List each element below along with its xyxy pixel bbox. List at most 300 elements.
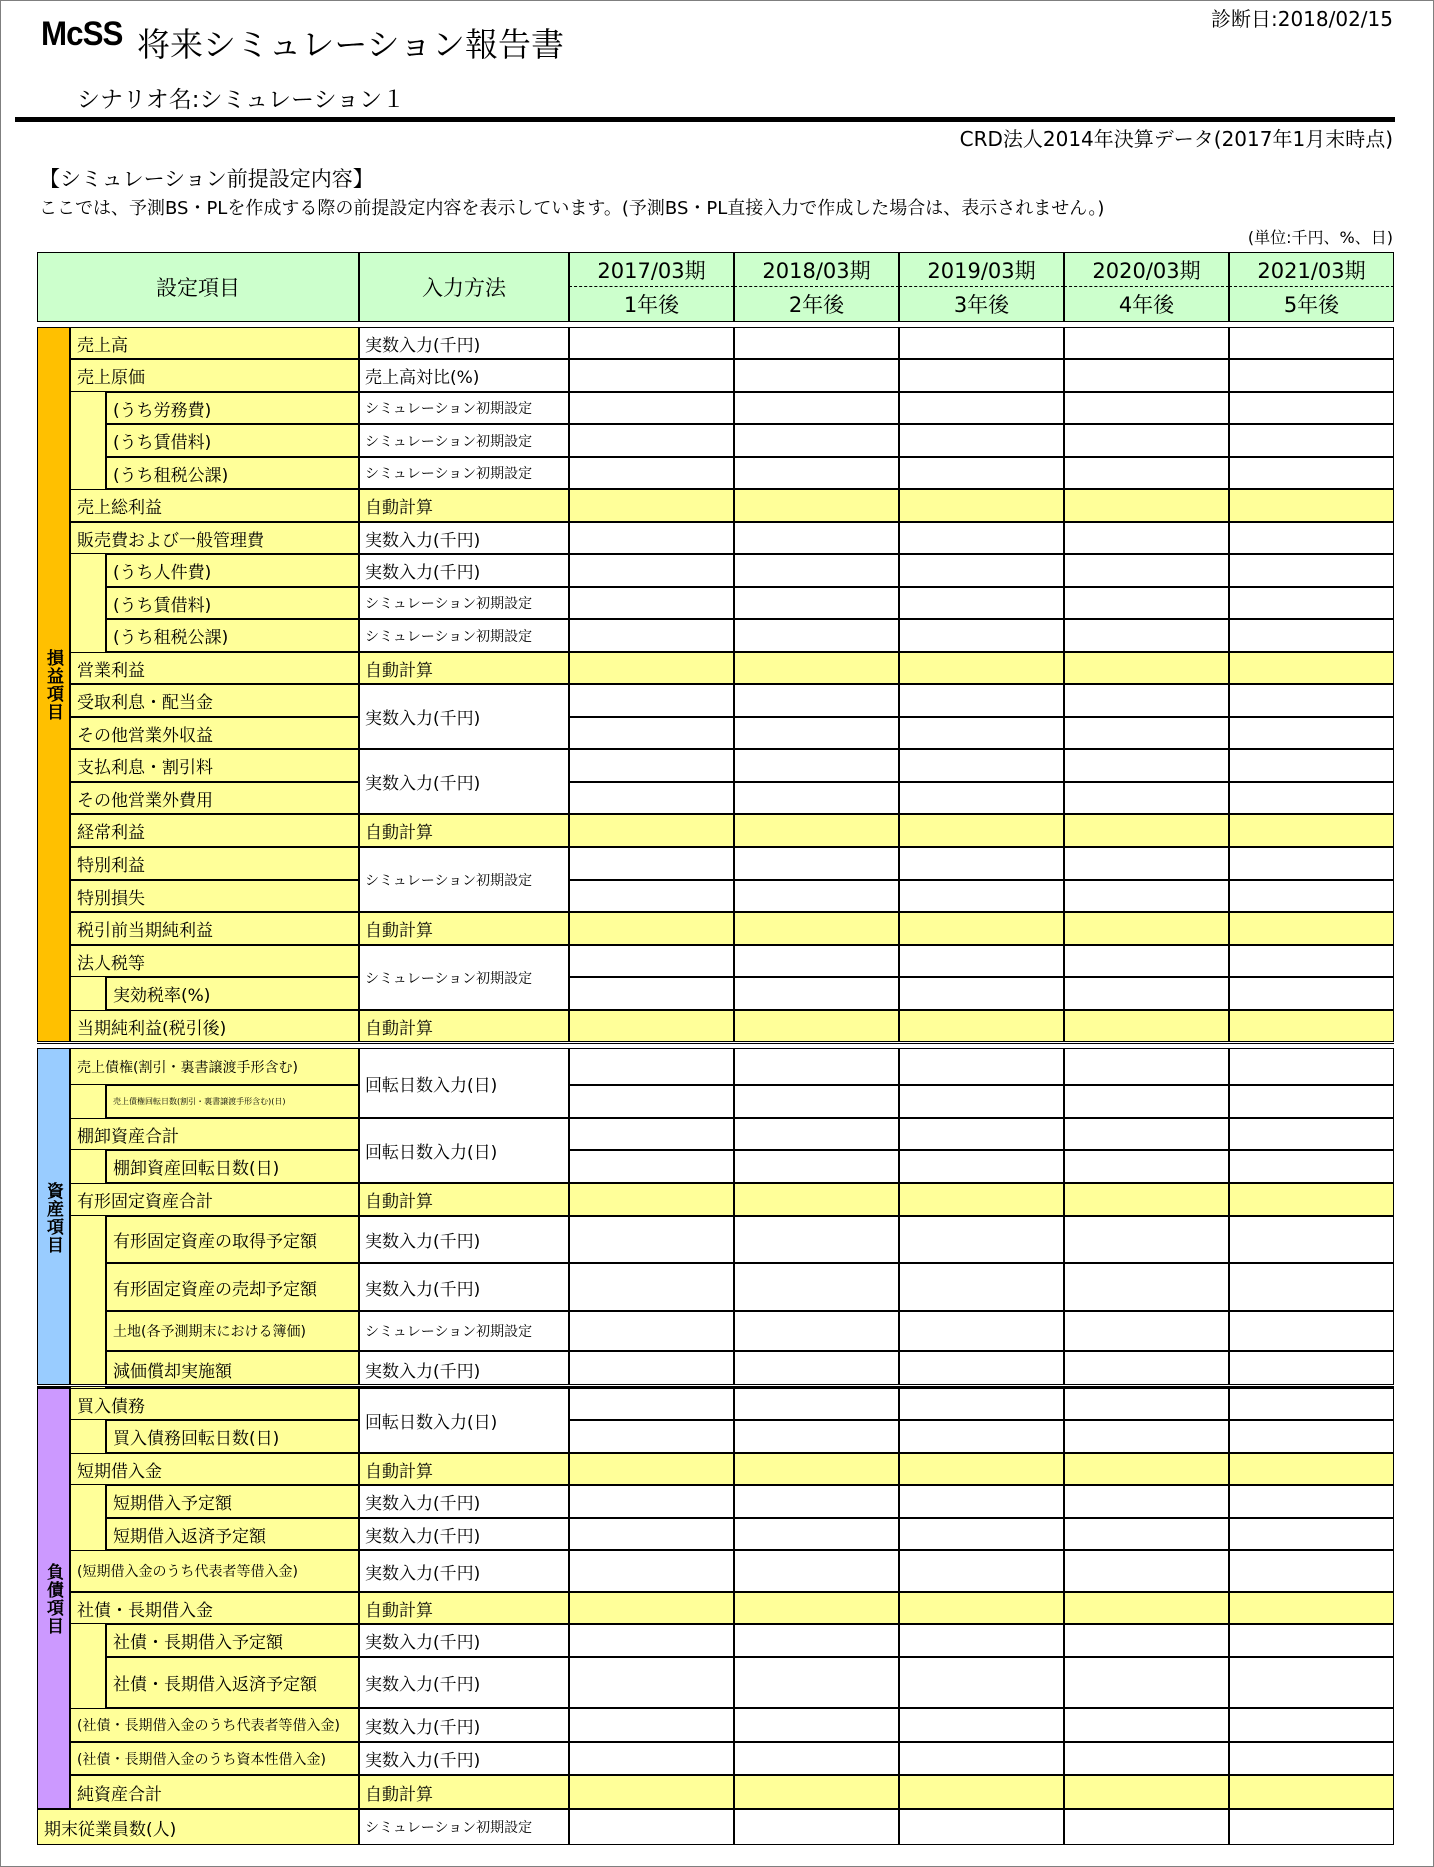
offset-label: 4年後 bbox=[1118, 293, 1175, 317]
row-43-value-5[interactable] bbox=[1229, 1775, 1394, 1809]
row-8-value-3[interactable] bbox=[899, 554, 1064, 587]
offset-label: 5年後 bbox=[1283, 293, 1340, 317]
row-40-value-2[interactable] bbox=[734, 1657, 899, 1708]
row-1-value-3[interactable] bbox=[899, 327, 1064, 359]
row-11-value-2[interactable] bbox=[734, 652, 899, 684]
row-13-value-2[interactable] bbox=[734, 717, 899, 749]
row-36-value-3[interactable] bbox=[899, 1518, 1064, 1550]
row-method-text: 自動計算 bbox=[365, 1461, 433, 1482]
row-label-text: 売上原価 bbox=[77, 368, 145, 388]
row-8-value-5[interactable] bbox=[1229, 554, 1394, 587]
row-42-value-5[interactable] bbox=[1229, 1742, 1394, 1775]
row-43-value-3[interactable] bbox=[899, 1775, 1064, 1809]
row-5-value-4[interactable] bbox=[1064, 457, 1229, 489]
row-41-value-5[interactable] bbox=[1229, 1708, 1394, 1742]
row-11-value-1[interactable] bbox=[569, 652, 734, 684]
row-method-6 bbox=[359, 489, 569, 522]
row-label-6 bbox=[70, 489, 359, 522]
row-22-value-3[interactable] bbox=[899, 1010, 1064, 1042]
indent-spacer bbox=[70, 1657, 106, 1708]
indent-spacer bbox=[70, 1518, 106, 1550]
row-4-value-2[interactable] bbox=[734, 424, 899, 457]
row-38-value-2[interactable] bbox=[734, 1592, 899, 1624]
row-5-value-2[interactable] bbox=[734, 457, 899, 489]
row-43-value-4[interactable] bbox=[1064, 1775, 1229, 1809]
row-8-value-2[interactable] bbox=[734, 554, 899, 587]
row-method-text: 自動計算 bbox=[365, 921, 433, 941]
row-label-12 bbox=[70, 684, 359, 717]
row-28-value-1[interactable] bbox=[569, 1216, 734, 1263]
row-10-value-2[interactable] bbox=[734, 619, 899, 652]
row-6-value-5[interactable] bbox=[1229, 489, 1394, 522]
row-5-value-1[interactable] bbox=[569, 457, 734, 489]
row-method-7 bbox=[359, 522, 569, 554]
row-33-value-4[interactable] bbox=[1064, 1420, 1229, 1453]
row-36-value-4[interactable] bbox=[1064, 1518, 1229, 1550]
indent-spacer bbox=[70, 1311, 106, 1351]
row-24-value-1[interactable] bbox=[569, 1085, 734, 1118]
header-cell-item bbox=[37, 252, 359, 322]
row-18-value-1[interactable] bbox=[569, 880, 734, 912]
row-15-value-2[interactable] bbox=[734, 782, 899, 814]
row-24-value-2[interactable] bbox=[734, 1085, 899, 1118]
row-21-value-1[interactable] bbox=[569, 977, 734, 1010]
row-34-value-5[interactable] bbox=[1229, 1453, 1394, 1485]
row-16-value-4[interactable] bbox=[1064, 814, 1229, 847]
row-25-value-3[interactable] bbox=[899, 1118, 1064, 1150]
row-20-value-5[interactable] bbox=[1229, 945, 1394, 977]
row-18-value-3[interactable] bbox=[899, 880, 1064, 912]
header-offset-1 bbox=[569, 287, 734, 322]
row-41-value-4[interactable] bbox=[1064, 1708, 1229, 1742]
row-22-value-2[interactable] bbox=[734, 1010, 899, 1042]
row-label-4 bbox=[106, 424, 359, 457]
header-offset-3 bbox=[899, 287, 1064, 322]
row-36-value-5[interactable] bbox=[1229, 1518, 1394, 1550]
row-33-value-3[interactable] bbox=[899, 1420, 1064, 1453]
row-method-text: 自動計算 bbox=[365, 660, 433, 681]
report-title: 将来シミュレーション報告書 bbox=[137, 25, 565, 64]
category-assets-label: 資産項目 bbox=[43, 1182, 63, 1254]
row-label-25 bbox=[70, 1118, 359, 1150]
row-method-22 bbox=[359, 1010, 569, 1042]
row-20-value-1[interactable] bbox=[569, 945, 734, 977]
row-label-text: 社債・長期借入金 bbox=[77, 1600, 213, 1621]
row-18-value-5[interactable] bbox=[1229, 880, 1394, 912]
row-35-value-5[interactable] bbox=[1229, 1485, 1394, 1518]
row-34-value-1[interactable] bbox=[569, 1453, 734, 1485]
row-29-value-1[interactable] bbox=[569, 1263, 734, 1311]
row-29-value-3[interactable] bbox=[899, 1263, 1064, 1311]
row-38-value-1[interactable] bbox=[569, 1592, 734, 1624]
row-25-value-5[interactable] bbox=[1229, 1118, 1394, 1150]
row-15-value-1[interactable] bbox=[569, 782, 734, 814]
row-25-value-2[interactable] bbox=[734, 1118, 899, 1150]
row-5-value-3[interactable] bbox=[899, 457, 1064, 489]
row-35-value-4[interactable] bbox=[1064, 1485, 1229, 1518]
row-44-value-1[interactable] bbox=[569, 1809, 734, 1845]
row-2-value-2[interactable] bbox=[734, 359, 899, 392]
row-9-value-4[interactable] bbox=[1064, 587, 1229, 619]
row-30-value-5[interactable] bbox=[1229, 1311, 1394, 1351]
row-42-value-4[interactable] bbox=[1064, 1742, 1229, 1775]
row-36-value-2[interactable] bbox=[734, 1518, 899, 1550]
row-3-value-4[interactable] bbox=[1064, 392, 1229, 424]
row-method-text: 実数入力(千円) bbox=[365, 1563, 481, 1584]
row-36-value-1[interactable] bbox=[569, 1518, 734, 1550]
row-8-value-1[interactable] bbox=[569, 554, 734, 587]
row-12-value-1[interactable] bbox=[569, 684, 734, 717]
row-method-text: 自動計算 bbox=[365, 1600, 433, 1621]
row-17-value-2[interactable] bbox=[734, 847, 899, 880]
row-31-value-3[interactable] bbox=[899, 1351, 1064, 1388]
row-label-36 bbox=[106, 1518, 359, 1550]
row-4-value-1[interactable] bbox=[569, 424, 734, 457]
row-20-value-4[interactable] bbox=[1064, 945, 1229, 977]
header-period-1 bbox=[569, 252, 734, 287]
row-2-value-1[interactable] bbox=[569, 359, 734, 392]
row-method-text: 自動計算 bbox=[365, 823, 433, 843]
indent-spacer bbox=[70, 392, 106, 424]
row-20-value-3[interactable] bbox=[899, 945, 1064, 977]
row-27-value-1[interactable] bbox=[569, 1183, 734, 1216]
row-12-value-5[interactable] bbox=[1229, 684, 1394, 717]
row-method-text: シミュレーション初期設定 bbox=[365, 466, 533, 482]
row-label-text: 支払利息・割引料 bbox=[77, 758, 213, 778]
brand-logo: McSS bbox=[41, 15, 123, 53]
row-34-value-3[interactable] bbox=[899, 1453, 1064, 1485]
row-38-value-3[interactable] bbox=[899, 1592, 1064, 1624]
row-10-value-5[interactable] bbox=[1229, 619, 1394, 652]
row-method-41 bbox=[359, 1708, 569, 1742]
row-19-value-3[interactable] bbox=[899, 912, 1064, 945]
row-29-value-5[interactable] bbox=[1229, 1263, 1394, 1311]
row-24-value-5[interactable] bbox=[1229, 1085, 1394, 1118]
row-9-value-2[interactable] bbox=[734, 587, 899, 619]
row-4-value-4[interactable] bbox=[1064, 424, 1229, 457]
row-40-value-4[interactable] bbox=[1064, 1657, 1229, 1708]
row-3-value-1[interactable] bbox=[569, 392, 734, 424]
row-12-value-2[interactable] bbox=[734, 684, 899, 717]
scenario-name: シナリオ名:シミュレーション１ bbox=[77, 87, 406, 113]
row-32-value-1[interactable] bbox=[569, 1388, 734, 1420]
header-method-label: 入力方法 bbox=[422, 276, 506, 300]
row-27-value-3[interactable] bbox=[899, 1183, 1064, 1216]
row-method-37 bbox=[359, 1550, 569, 1592]
row-6-value-1[interactable] bbox=[569, 489, 734, 522]
row-method-text: 実数入力(千円) bbox=[365, 1526, 481, 1547]
row-method-30 bbox=[359, 1311, 569, 1351]
row-42-value-2[interactable] bbox=[734, 1742, 899, 1775]
indent-spacer bbox=[70, 977, 106, 1010]
row-39-value-4[interactable] bbox=[1064, 1624, 1229, 1657]
row-label-text: 買入債務回転日数(日) bbox=[113, 1429, 280, 1449]
row-label-40 bbox=[106, 1657, 359, 1708]
row-label-11 bbox=[70, 652, 359, 684]
row-14-value-3[interactable] bbox=[899, 749, 1064, 782]
row-3-value-5[interactable] bbox=[1229, 392, 1394, 424]
row-label-text: 減価償却実施額 bbox=[113, 1362, 232, 1382]
row-12-value-4[interactable] bbox=[1064, 684, 1229, 717]
row-15-value-4[interactable] bbox=[1064, 782, 1229, 814]
row-2-value-4[interactable] bbox=[1064, 359, 1229, 392]
row-39-value-3[interactable] bbox=[899, 1624, 1064, 1657]
row-37-value-3[interactable] bbox=[899, 1550, 1064, 1592]
row-24-value-4[interactable] bbox=[1064, 1085, 1229, 1118]
row-2-value-3[interactable] bbox=[899, 359, 1064, 392]
indent-spacer bbox=[70, 1351, 106, 1388]
row-method-text: 実数入力(千円) bbox=[365, 530, 481, 551]
row-18-value-4[interactable] bbox=[1064, 880, 1229, 912]
row-4-value-3[interactable] bbox=[899, 424, 1064, 457]
row-21-value-5[interactable] bbox=[1229, 977, 1394, 1010]
row-16-value-5[interactable] bbox=[1229, 814, 1394, 847]
row-30-value-2[interactable] bbox=[734, 1311, 899, 1351]
row-21-value-4[interactable] bbox=[1064, 977, 1229, 1010]
row-30-value-3[interactable] bbox=[899, 1311, 1064, 1351]
row-31-value-4[interactable] bbox=[1064, 1351, 1229, 1388]
row-23-value-5[interactable] bbox=[1229, 1048, 1394, 1085]
row-method-text: シミュレーション初期設定 bbox=[365, 596, 533, 612]
row-26-value-3[interactable] bbox=[899, 1150, 1064, 1183]
row-27-value-5[interactable] bbox=[1229, 1183, 1394, 1216]
row-13-value-4[interactable] bbox=[1064, 717, 1229, 749]
section-heading: 【シミュレーション前提設定内容】 bbox=[39, 167, 374, 191]
row-31-value-2[interactable] bbox=[734, 1351, 899, 1388]
row-21-value-3[interactable] bbox=[899, 977, 1064, 1010]
row-38-value-4[interactable] bbox=[1064, 1592, 1229, 1624]
row-8-value-4[interactable] bbox=[1064, 554, 1229, 587]
row-17-value-5[interactable] bbox=[1229, 847, 1394, 880]
row-11-value-5[interactable] bbox=[1229, 652, 1394, 684]
row-37-value-2[interactable] bbox=[734, 1550, 899, 1592]
row-40-value-3[interactable] bbox=[899, 1657, 1064, 1708]
row-1-value-5[interactable] bbox=[1229, 327, 1394, 359]
row-10-value-4[interactable] bbox=[1064, 619, 1229, 652]
row-33-value-2[interactable] bbox=[734, 1420, 899, 1453]
row-14-value-2[interactable] bbox=[734, 749, 899, 782]
row-6-value-4[interactable] bbox=[1064, 489, 1229, 522]
indent-spacer bbox=[70, 1216, 106, 1263]
row-16-value-1[interactable] bbox=[569, 814, 734, 847]
row-15-value-5[interactable] bbox=[1229, 782, 1394, 814]
row-16-value-3[interactable] bbox=[899, 814, 1064, 847]
row-17-value-4[interactable] bbox=[1064, 847, 1229, 880]
row-20-value-2[interactable] bbox=[734, 945, 899, 977]
row-7-value-5[interactable] bbox=[1229, 522, 1394, 554]
row-23-value-1[interactable] bbox=[569, 1048, 734, 1085]
row-44-value-4[interactable] bbox=[1064, 1809, 1229, 1845]
row-method-14 bbox=[359, 749, 569, 814]
row-9-value-5[interactable] bbox=[1229, 587, 1394, 619]
row-43-value-1[interactable] bbox=[569, 1775, 734, 1809]
row-37-value-5[interactable] bbox=[1229, 1550, 1394, 1592]
row-32-value-2[interactable] bbox=[734, 1388, 899, 1420]
row-40-value-5[interactable] bbox=[1229, 1657, 1394, 1708]
row-31-value-5[interactable] bbox=[1229, 1351, 1394, 1388]
row-method-44 bbox=[359, 1809, 569, 1845]
row-1-value-4[interactable] bbox=[1064, 327, 1229, 359]
row-label-text: 当期純利益(税引後) bbox=[77, 1018, 227, 1039]
row-4-value-5[interactable] bbox=[1229, 424, 1394, 457]
row-44-value-5[interactable] bbox=[1229, 1809, 1394, 1845]
row-label-35 bbox=[106, 1485, 359, 1518]
row-23-value-4[interactable] bbox=[1064, 1048, 1229, 1085]
row-10-value-3[interactable] bbox=[899, 619, 1064, 652]
row-41-value-1[interactable] bbox=[569, 1708, 734, 1742]
row-34-value-2[interactable] bbox=[734, 1453, 899, 1485]
row-38-value-5[interactable] bbox=[1229, 1592, 1394, 1624]
row-43-value-2[interactable] bbox=[734, 1775, 899, 1809]
row-method-text: 実数入力(千円) bbox=[365, 1362, 481, 1382]
row-37-value-4[interactable] bbox=[1064, 1550, 1229, 1592]
row-3-value-3[interactable] bbox=[899, 392, 1064, 424]
row-9-value-1[interactable] bbox=[569, 587, 734, 619]
row-26-value-5[interactable] bbox=[1229, 1150, 1394, 1183]
row-28-value-2[interactable] bbox=[734, 1216, 899, 1263]
indent-spacer bbox=[70, 1150, 106, 1183]
row-label-17 bbox=[70, 847, 359, 880]
row-label-15 bbox=[70, 782, 359, 814]
row-34-value-4[interactable] bbox=[1064, 1453, 1229, 1485]
row-35-value-2[interactable] bbox=[734, 1485, 899, 1518]
row-44-value-2[interactable] bbox=[734, 1809, 899, 1845]
row-24-value-3[interactable] bbox=[899, 1085, 1064, 1118]
period-label: 2019/03期 bbox=[927, 258, 1036, 283]
row-method-12 bbox=[359, 684, 569, 749]
row-25-value-4[interactable] bbox=[1064, 1118, 1229, 1150]
row-32-value-5[interactable] bbox=[1229, 1388, 1394, 1420]
row-31-value-1[interactable] bbox=[569, 1351, 734, 1388]
row-22-value-1[interactable] bbox=[569, 1010, 734, 1042]
row-label-43 bbox=[70, 1775, 359, 1809]
header-period-2 bbox=[734, 252, 899, 287]
row-label-text: 純資産合計 bbox=[77, 1784, 162, 1805]
row-33-value-1[interactable] bbox=[569, 1420, 734, 1453]
row-32-value-3[interactable] bbox=[899, 1388, 1064, 1420]
row-22-value-5[interactable] bbox=[1229, 1010, 1394, 1042]
row-17-value-3[interactable] bbox=[899, 847, 1064, 880]
row-5-value-5[interactable] bbox=[1229, 457, 1394, 489]
row-label-text: (社債・長期借入金のうち資本性借入金) bbox=[77, 1751, 326, 1768]
row-1-value-2[interactable] bbox=[734, 327, 899, 359]
row-label-23 bbox=[70, 1048, 359, 1085]
row-method-32 bbox=[359, 1388, 569, 1453]
row-2-value-5[interactable] bbox=[1229, 359, 1394, 392]
row-method-text: 実数入力(千円) bbox=[365, 1279, 481, 1300]
row-label-text: 営業利益 bbox=[77, 660, 145, 681]
period-label: 2018/03期 bbox=[762, 258, 871, 283]
row-32-value-4[interactable] bbox=[1064, 1388, 1229, 1420]
row-28-value-3[interactable] bbox=[899, 1216, 1064, 1263]
row-15-value-3[interactable] bbox=[899, 782, 1064, 814]
row-18-value-2[interactable] bbox=[734, 880, 899, 912]
row-6-value-3[interactable] bbox=[899, 489, 1064, 522]
row-22-value-4[interactable] bbox=[1064, 1010, 1229, 1042]
row-13-value-5[interactable] bbox=[1229, 717, 1394, 749]
row-13-value-1[interactable] bbox=[569, 717, 734, 749]
row-16-value-2[interactable] bbox=[734, 814, 899, 847]
row-3-value-2[interactable] bbox=[734, 392, 899, 424]
row-39-value-2[interactable] bbox=[734, 1624, 899, 1657]
row-label-text: 短期借入返済予定額 bbox=[113, 1526, 266, 1547]
row-6-value-2[interactable] bbox=[734, 489, 899, 522]
row-19-value-5[interactable] bbox=[1229, 912, 1394, 945]
row-35-value-3[interactable] bbox=[899, 1485, 1064, 1518]
header-offset-4 bbox=[1064, 287, 1229, 322]
row-method-9 bbox=[359, 587, 569, 619]
row-26-value-1[interactable] bbox=[569, 1150, 734, 1183]
row-7-value-1[interactable] bbox=[569, 522, 734, 554]
row-41-value-3[interactable] bbox=[899, 1708, 1064, 1742]
row-7-value-2[interactable] bbox=[734, 522, 899, 554]
row-label-text: 法人税等 bbox=[77, 953, 145, 974]
row-37-value-1[interactable] bbox=[569, 1550, 734, 1592]
row-label-text: 棚卸資産合計 bbox=[77, 1126, 179, 1147]
row-28-value-5[interactable] bbox=[1229, 1216, 1394, 1263]
row-12-value-3[interactable] bbox=[899, 684, 1064, 717]
row-7-value-4[interactable] bbox=[1064, 522, 1229, 554]
row-19-value-2[interactable] bbox=[734, 912, 899, 945]
row-13-value-3[interactable] bbox=[899, 717, 1064, 749]
row-method-text: 実数入力(千円) bbox=[365, 335, 481, 356]
row-21-value-2[interactable] bbox=[734, 977, 899, 1010]
row-30-value-4[interactable] bbox=[1064, 1311, 1229, 1351]
row-11-value-4[interactable] bbox=[1064, 652, 1229, 684]
row-25-value-1[interactable] bbox=[569, 1118, 734, 1150]
row-19-value-4[interactable] bbox=[1064, 912, 1229, 945]
row-17-value-1[interactable] bbox=[569, 847, 734, 880]
row-9-value-3[interactable] bbox=[899, 587, 1064, 619]
row-14-value-1[interactable] bbox=[569, 749, 734, 782]
row-33-value-5[interactable] bbox=[1229, 1420, 1394, 1453]
row-29-value-2[interactable] bbox=[734, 1263, 899, 1311]
row-23-value-3[interactable] bbox=[899, 1048, 1064, 1085]
row-23-value-2[interactable] bbox=[734, 1048, 899, 1085]
row-39-value-1[interactable] bbox=[569, 1624, 734, 1657]
row-40-value-1[interactable] bbox=[569, 1657, 734, 1708]
row-39-value-5[interactable] bbox=[1229, 1624, 1394, 1657]
row-method-text: シミュレーション初期設定 bbox=[365, 872, 533, 889]
row-7-value-3[interactable] bbox=[899, 522, 1064, 554]
row-method-11 bbox=[359, 652, 569, 684]
row-14-value-4[interactable] bbox=[1064, 749, 1229, 782]
row-14-value-5[interactable] bbox=[1229, 749, 1394, 782]
row-27-value-2[interactable] bbox=[734, 1183, 899, 1216]
row-29-value-4[interactable] bbox=[1064, 1263, 1229, 1311]
row-42-value-1[interactable] bbox=[569, 1742, 734, 1775]
row-35-value-1[interactable] bbox=[569, 1485, 734, 1518]
row-method-text: 実数入力(千円) bbox=[365, 1717, 481, 1738]
row-11-value-3[interactable] bbox=[899, 652, 1064, 684]
row-41-value-2[interactable] bbox=[734, 1708, 899, 1742]
row-19-value-1[interactable] bbox=[569, 912, 734, 945]
row-26-value-4[interactable] bbox=[1064, 1150, 1229, 1183]
row-27-value-4[interactable] bbox=[1064, 1183, 1229, 1216]
row-method-2 bbox=[359, 359, 569, 392]
row-44-value-3[interactable] bbox=[899, 1809, 1064, 1845]
data-source-label: CRD法人2014年決算データ(2017年1月末時点) bbox=[959, 127, 1393, 151]
row-30-value-1[interactable] bbox=[569, 1311, 734, 1351]
row-label-text: 特別利益 bbox=[77, 856, 145, 876]
row-28-value-4[interactable] bbox=[1064, 1216, 1229, 1263]
row-26-value-2[interactable] bbox=[734, 1150, 899, 1183]
row-10-value-1[interactable] bbox=[569, 619, 734, 652]
row-42-value-3[interactable] bbox=[899, 1742, 1064, 1775]
row-1-value-1[interactable] bbox=[569, 327, 734, 359]
row-method-text: シミュレーション初期設定 bbox=[365, 628, 533, 645]
row-label-39 bbox=[106, 1624, 359, 1657]
